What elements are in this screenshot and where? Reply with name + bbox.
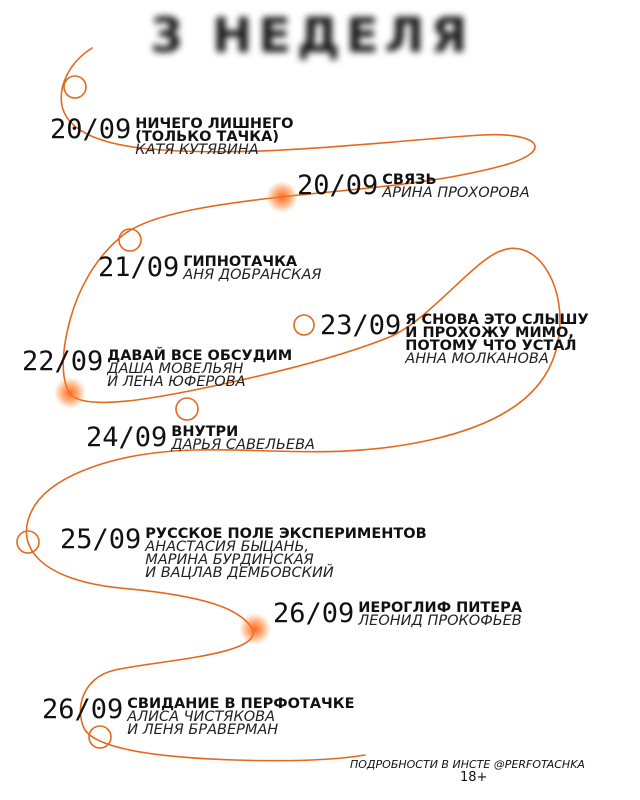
- event-info: [107, 349, 292, 389]
- event-author: АНАСТАСИЯ БЫЦАНЬ,: [145, 539, 310, 555]
- event-date: 24/09: [86, 422, 168, 453]
- event-title: ДАВАЙ ВСЕ ОБСУДИМ: [107, 348, 293, 364]
- event-title: СВЯЗЬ: [382, 172, 437, 188]
- event-title: И ПРОХОЖУ МИМО,: [405, 325, 574, 341]
- event-author: АРИНА ПРОХОРОВА: [382, 185, 530, 201]
- event-info: [183, 255, 321, 282]
- event-title: РУССКОЕ ПОЛЕ ЭКСПЕРИМЕНТОВ: [145, 526, 427, 542]
- event-author: И ВАЦЛАВ ДЕМБОВСКИЙ: [145, 565, 334, 581]
- ring-marker: [119, 229, 141, 251]
- glow-marker: [266, 181, 298, 213]
- event-date: 21/09: [98, 252, 180, 283]
- event-author: ДАРЬЯ САВЕЛЬЕВА: [171, 437, 315, 453]
- event-title: ВНУТРИ: [171, 424, 239, 440]
- event-date: 26/09: [42, 694, 124, 725]
- event-title: Я СНОВА ЭТО СЛЫШУ: [405, 312, 589, 328]
- event-date: 26/09: [273, 598, 355, 629]
- event-info: [382, 173, 529, 200]
- page-title: 3 НЕДЕЛЯ: [150, 8, 474, 64]
- event-author: ДАША МОВЕЛЬЯН: [107, 361, 244, 377]
- glow-marker: [239, 613, 271, 645]
- event-title: НИЧЕГО ЛИШНЕГО: [135, 116, 294, 132]
- event-item: [42, 694, 355, 738]
- event-date: 20/09: [50, 114, 132, 145]
- event-info: [358, 601, 522, 628]
- event-item: [50, 114, 294, 158]
- event-author: И ЛЕНА ЮФЕРОВА: [107, 374, 246, 390]
- event-item: [22, 346, 293, 390]
- event-item: [297, 170, 530, 201]
- event-item: [273, 598, 523, 629]
- event-date: 25/09: [60, 524, 142, 555]
- event-title: ПОТОМУ ЧТО УСТАЛ: [405, 338, 577, 354]
- event-author: ЛЕОНИД ПРОКОФЬЕВ: [358, 613, 522, 629]
- event-title: (ТОЛЬКО ТАЧКА): [135, 129, 279, 145]
- ring-marker: [64, 76, 86, 98]
- event-author: АННА МОЛКАНОВА: [405, 351, 549, 367]
- age-rating: 18+: [460, 770, 488, 785]
- event-author: АНЯ ДОБРАНСКАЯ: [183, 267, 322, 283]
- event-author: И ЛЕНЯ БРАВЕРМАН: [127, 722, 279, 738]
- event-info: [145, 527, 426, 580]
- event-title: ГИПНОТАЧКА: [183, 254, 298, 270]
- ring-marker: [294, 315, 314, 335]
- event-info: [405, 313, 588, 366]
- event-info: [171, 425, 315, 452]
- event-author: КАТЯ КУТЯВИНА: [135, 142, 259, 158]
- event-title: ИЕРОГЛИФ ПИТЕРА: [358, 600, 523, 616]
- event-title: СВИДАНИЕ В ПЕРФОТАЧКЕ: [127, 696, 355, 712]
- event-item: [86, 422, 315, 453]
- ring-marker: [176, 398, 198, 420]
- event-info: [127, 697, 354, 737]
- event-date: 22/09: [22, 346, 104, 377]
- event-item: [320, 310, 589, 367]
- event-date: 20/09: [297, 170, 379, 201]
- event-item: [98, 252, 322, 283]
- event-author: МАРИНА БУРДИНСКАЯ: [145, 552, 314, 568]
- event-date: 23/09: [320, 310, 402, 341]
- event-item: [60, 524, 427, 581]
- event-author: АЛИСА ЧИСТЯКОВА: [127, 709, 276, 725]
- event-info: [135, 117, 293, 157]
- footer-note: ПОДРОБНОСТИ В ИНСТЕ @PERFOTACHKA: [350, 758, 585, 771]
